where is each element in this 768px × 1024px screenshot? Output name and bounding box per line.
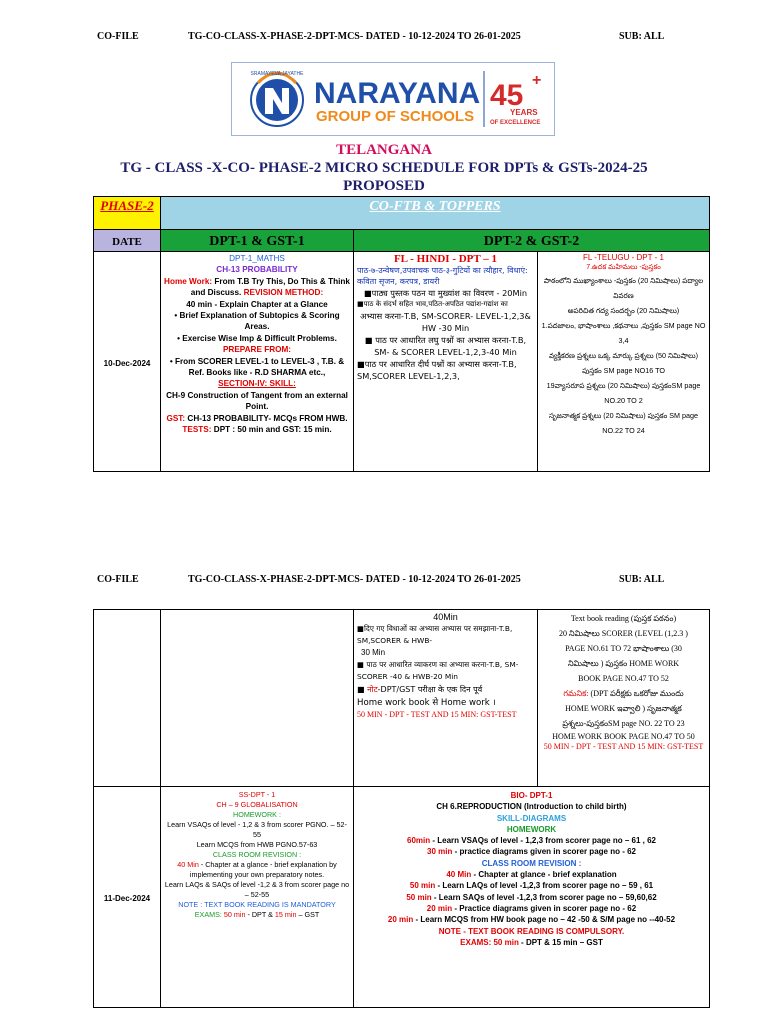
telugu-title: FL -TELUGU - DPT - 1: [583, 253, 664, 262]
bio-title: BIO- DPT-1: [510, 791, 553, 800]
telugu-cont-1: Text book reading (పుస్తక పఠనం): [570, 614, 677, 623]
bio-line-2: 30 min - practice diagrams given in scorer page no - 62: [427, 847, 636, 857]
ss-revision: CLASS ROOM REVISION :: [212, 850, 302, 859]
bio-line-4: 50 min - Learn LAQs of level -1,2,3 from scorer page no – 59 , 61: [409, 881, 654, 891]
subject-label-2: SUB: ALL: [619, 574, 665, 585]
telugu-cont-7: HOME WORK ఇవ్వాలి ) సృజనాత్మక: [565, 704, 682, 713]
state-title: TELANGANA: [336, 142, 432, 158]
empty-date-cell: [94, 610, 161, 787]
bio-line-6: 20 min - Practice diagrams given in scorer page no - 62: [426, 903, 637, 913]
logo-arc-text: SRAMAYEVA JAYATHE: [250, 71, 304, 77]
bio-exams: EXAMS: 50 min - DPT & 15 min – GST: [460, 937, 603, 947]
badge-years: YEARS: [510, 108, 538, 117]
date-cell: [94, 252, 161, 472]
hindi-line-4: अभ्यास करना-T.B, SM-SCORER- LEVEL-1,2,3& HW -30 Min: [360, 311, 531, 333]
file-dated-label-2: TG-CO-CLASS-X-PHASE-2-DPT-MCS- DATED - 10-12-2024 TO 26-01-2025: [188, 574, 521, 585]
hindi-line-5: ■ पाठ पर आधारित लघु पश्नों का अभ्यास करना-T.B, SM- & SCORER LEVEL-1,2,3-40 Min: [364, 335, 527, 357]
proposed-label: PROPOSED: [343, 178, 425, 194]
telugu-cont-cell: [538, 610, 710, 787]
telugu-cell: [538, 252, 710, 472]
telugu-cont-10: 50 MIN - DPT - TEST AND 15 MIN: GST-TEST: [543, 742, 704, 751]
hindi-cont-cell: [354, 610, 538, 787]
ss-exams: EXAMS: 50 min - DPT & 15 min – GST: [194, 910, 320, 919]
maths-line-1: 40 min - Explain Chapter at a Glance: [186, 299, 328, 309]
ss-line-2: Learn MCQS from HWB PGNO.57-63: [196, 840, 318, 849]
bio-cell: [354, 787, 710, 1008]
telugu-line-5: వ్యక్తీకరణ ప్రశ్నలు ఒక్క మార్కు ప్రశ్నలు (50 నిమిషాలు) పుస్తకం SM page NO16 TO: [548, 351, 699, 375]
bio-line-3: 40 Min - Chapter at glance - brief explanation: [446, 870, 617, 880]
telugu-line-3: అపరిచిత గద్య సందర్భం (20 నిమిషాలు): [567, 306, 680, 315]
hindi-line-2: ■पाठ्य पुस्तक पठन या मुख्यांश का विवरण - 20Min: [363, 288, 528, 298]
maths-line-2: • Brief Explanation of Subtopics & Scoring Areas.: [174, 311, 340, 332]
maths-section: SECTION-IV: SKILL:: [218, 379, 296, 389]
date-value: 10-Dec-2024: [103, 358, 151, 368]
bio-revision: CLASS ROOM REVISION :: [481, 858, 582, 868]
date-value-2: 11-Dec-2024: [103, 894, 151, 903]
ss-note: NOTE : TEXT BOOK READING IS MANDATORY: [178, 900, 336, 909]
dpt1-header-label: DPT-1 & GST-1: [209, 233, 305, 249]
maths-gst: GST: CH-13 PROBABILITY- MCQs FROM HWB.: [166, 413, 348, 423]
hindi-line-6: ■पाठ पर आधारित दीर्घ पश्नों का अभ्यास करना-T.B, SM,SCORER LEVEL-1,2,3,: [357, 359, 517, 381]
telugu-line-1: 7.ఉదక మహిమలు -పుస్తకం: [586, 264, 661, 271]
telugu-cont-6: గమనిక: (DPT పరీక్షకు ఒకరోజు ముందు: [563, 689, 684, 698]
hindi-cont-6: 50 MIN - DPT - TEST AND 15 MIN: GST-TEST: [357, 710, 517, 719]
ss-homework: HOMEWORK :: [233, 810, 281, 819]
date-header-label: DATE: [112, 235, 142, 248]
dpt2-header-label: DPT-2 & GST-2: [483, 233, 580, 249]
telugu-cont-9: HOME WORK BOOK PAGE NO.47 TO 50: [552, 732, 695, 741]
ss-line-3: 40 Min - Chapter at a glance - brief explanation by implementing your own preparatory notes.: [177, 860, 337, 879]
maths-line-4: • From SCORER LEVEL-1 to LEVEL-3 , T.B. & Ref. Books like - R.D SHARMA etc.,: [169, 356, 345, 378]
maths-prepare: PREPARE FROM:: [222, 345, 292, 355]
maths-homework: Home Work: From T.B Try This, Do This & Think and Discuss. REVISION METHOD:: [164, 276, 350, 298]
hindi-cont-3: ■ पाठ पर आधारित व्याकरण का अभ्यास करना-T.B, SM- SCORER -40 & HWB-20 Min: [357, 660, 519, 681]
ss-title: SS-DPT - 1: [238, 790, 276, 799]
hindi-line-1: पाठ-७-उन्वेषण,उपवाचक पाठ-३-गुटियों का त्यौहार, विधाएं: कविता सृजन, करपत्र, डायरी: [357, 266, 528, 286]
telugu-cont-3: PAGE NO.61 TO 72 భాషాంశాలు (30: [565, 644, 682, 653]
hindi-cont-0: 40Min: [433, 612, 458, 622]
bio-note: NOTE - TEXT BOOK READING IS COMPULSORY.: [438, 926, 625, 936]
maths-cell: [161, 252, 354, 472]
telugu-cont-5: BOOK PAGE NO.47 TO 52: [578, 674, 669, 683]
dpt1-header: [161, 230, 354, 252]
badge-plus: +: [532, 72, 542, 89]
bio-skill: SKILL-DIAGRAMS: [496, 813, 567, 823]
bio-chapter: CH 6.REPRODUCTION (Introduction to child birth): [436, 802, 627, 812]
bio-line-5: 50 min - Learn SAQs of level -1,2,3 from scorer page no – 59,60,62: [406, 892, 657, 902]
bio-line-7: 20 min - Learn MCQS from HW book page no – 42 -50 & S/M page no --40-52: [387, 915, 676, 925]
hindi-cell: [354, 252, 538, 472]
maths-title: DPT-1_MATHS: [229, 254, 285, 263]
logo-subtitle: GROUP OF SCHOOLS: [316, 108, 475, 125]
maths-line-3: • Exercise Wise Imp & Difficult Problems.: [177, 333, 337, 343]
maths-chapter: CH-13 PROBABILITY: [216, 265, 298, 275]
file-label-2: CO-FILE: [97, 574, 139, 585]
ss-line-4: Learn LAQs & SAQs of level -1,2 & 3 from scorer page no – 52-55: [164, 880, 350, 899]
hindi-cont-2: 30 Min: [361, 648, 386, 657]
maths-tests: TESTS: DPT : 50 min and GST: 15 min.: [182, 425, 332, 435]
logo-brand: NARAYANA: [314, 77, 481, 110]
banner-cell: [161, 197, 710, 230]
hindi-title: FL - HINDI - DPT – 1: [393, 253, 498, 265]
telugu-cont-8: ప్రశ్నలు-పుస్తకంSM page NO. 22 TO 23: [562, 719, 685, 728]
subject-label: SUB: ALL: [619, 31, 665, 42]
ss-line-1: Learn VSAQs of level - 1,2 & 3 from scorer PGNO. – 52-55: [167, 820, 347, 839]
schedule-table-1: [93, 196, 710, 472]
phase-label: PHASE-2: [100, 198, 154, 213]
telugu-line-6: 19వ్యాసరూప ప్రశ్నలు (20 నిమిషాలు) పుస్తకంSM page NO.20 TO 2: [546, 381, 701, 405]
schedule-table-2: [93, 609, 710, 1008]
file-label: CO-FILE: [97, 31, 139, 42]
file-dated-label: TG-CO-CLASS-X-PHASE-2-DPT-MCS- DATED - 10-12-2024 TO 26-01-2025: [188, 31, 521, 42]
hindi-cont-4: ■ नोट-DPT/GST परीक्षा के एक दिन पूर्व: [357, 685, 483, 694]
telugu-line-7: సృజనాత్మక ప్రశ్నలు (20 నిమిషాలు) పుస్తకం SM page NO.22 TO 24: [548, 411, 699, 435]
phase-cell: [94, 197, 161, 230]
narayana-logo: [231, 62, 555, 136]
hindi-cont-1: ■दिए गए विधाओं का अभ्यास अभ्यास पर समझाना-T.B, SM,SCORER & HWB-: [357, 624, 513, 645]
telugu-cont-4: నిమిషాలు ) పుస్తకం HOME WORK: [567, 659, 680, 668]
badge-number: 45: [490, 79, 524, 112]
maths-line-5: CH-9 Construction of Tangent from an external Point.: [166, 390, 348, 412]
badge-excellence: OF EXCELLENCE: [490, 120, 541, 126]
ss-chapter: CH – 9 GLOBALISATION: [216, 800, 298, 809]
hindi-line-3: ■पाठ के संदर्भ सहित भाव,पठित-अपठित पद्यांश-गद्यांश का: [357, 300, 508, 308]
empty-dpt1-cell: [161, 610, 354, 787]
telugu-cont-2: 20 నిమిషాలు SCORER (LEVEL (1,2.3 ): [559, 629, 688, 638]
schedule-title: TG - CLASS -X-CO- PHASE-2 MICRO SCHEDULE FOR DPTs & GSTs-2024-25: [120, 160, 648, 176]
date-header: [94, 230, 161, 252]
bio-homework: HOMEWORK: [506, 824, 557, 834]
banner-title: CO-FTB & TOPPERS: [369, 199, 501, 214]
bio-line-1: 60min - Learn VSAQs of level - 1,2,3 from scorer page no – 61 , 62: [407, 836, 656, 846]
telugu-line-2: పాఠంలోని ముఖ్యాంశాలు -పుస్తకం (20 నిమిషాలు) పద్యాల వివరణ: [543, 276, 704, 300]
telugu-line-4: 1.పదజాలం, భాషాంశాలు ,కథనాలు ,పుస్తకం SM page NO 3,4: [541, 321, 706, 345]
ss-cell: [161, 787, 354, 1008]
dpt2-header: [354, 230, 710, 252]
hindi-cont-5: Home work book से Home work ।: [357, 698, 496, 708]
date-cell-2: [94, 787, 161, 1008]
